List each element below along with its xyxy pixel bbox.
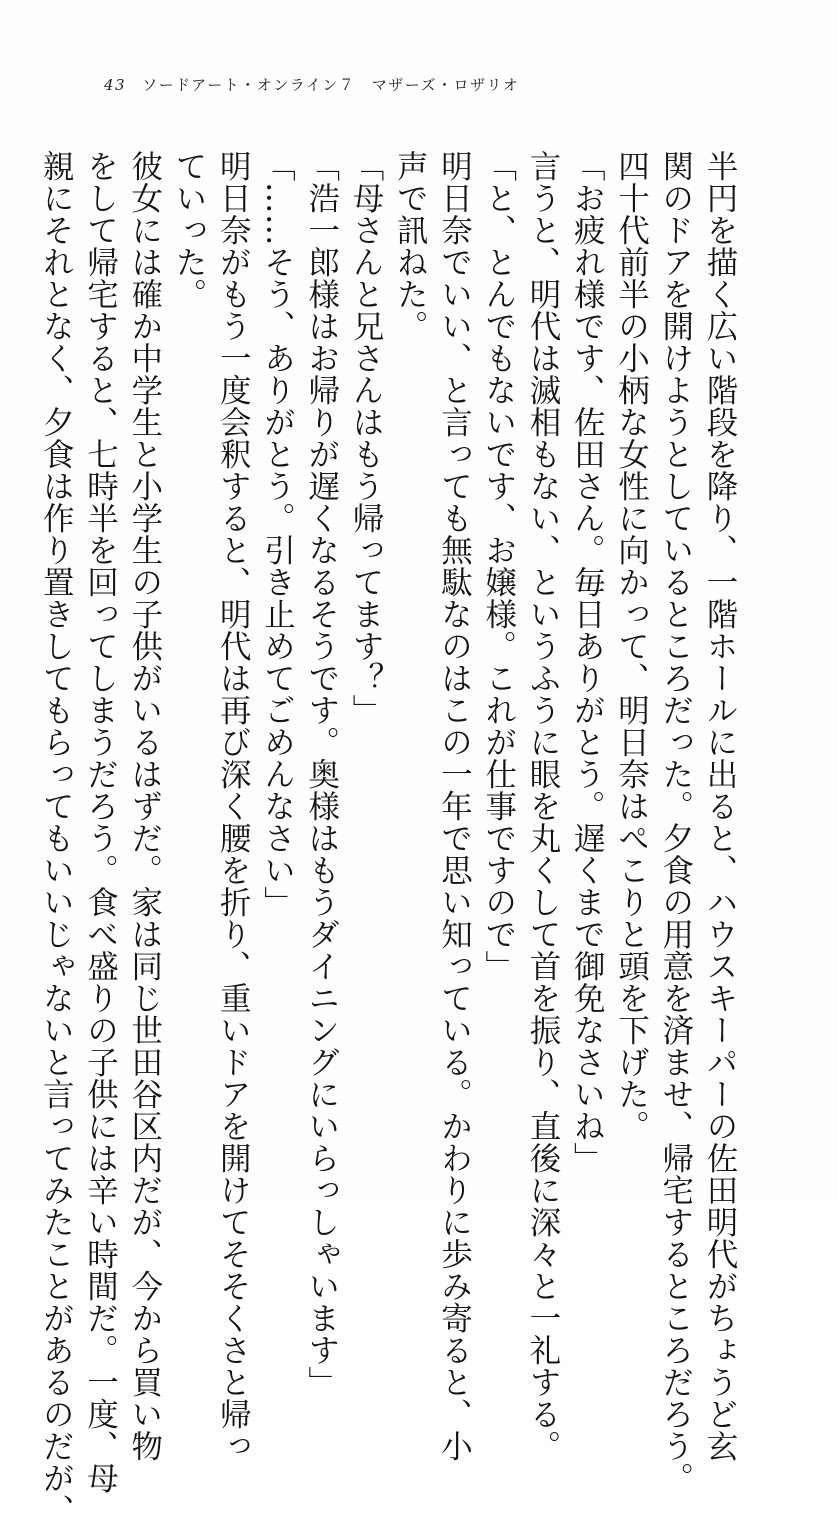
text-line: 「お疲れ様です、佐田さん。毎日ありがとう。遅くまで御免なさいね」 [569, 150, 606, 1174]
text-line: 声で訊ねた。 [392, 150, 429, 342]
text-line: 四十代前半の小柄な女性に向かって、明日奈はぺこりと頭を下げた。 [613, 150, 650, 1142]
text-line: をして帰宅すると、七時半を回ってしまうだろう。食べ盛りの子供には辛い時間だ。一度、母 [82, 150, 119, 1494]
text-line: 「と、とんでもないです、お嬢様。これが仕事ですので」 [480, 150, 517, 982]
text-line: 「……そう、ありがとう。引き止めてごめんなさい」 [259, 150, 296, 918]
running-header [104, 74, 519, 95]
text-line: ていった。 [171, 150, 207, 310]
text-line: 半円を描く広い階段を降り、一階ホールに出ると、ハウスキーパーの佐田明代がちょうど玄 [702, 150, 738, 1462]
text-line: 明日奈でいい、と言っても無駄なのはこの一年で思い知っている。かわりに歩み寄ると、小 [436, 150, 473, 1462]
running-title: ソードアート・オンライン７ マザーズ・ロザリオ [142, 76, 520, 94]
text-line: 「浩一郎様はお帰りが遅くなるそうです。奥様はもうダイニングにいらっしゃいます」 [303, 150, 340, 1398]
text-line: 「母さんと兄さんはもう帰ってます？」 [348, 150, 384, 726]
text-line: 言うと、明代は滅相もない、というふうに眼を丸くして首を振り、直後に深々と一礼する。 [525, 150, 561, 1462]
text-line: 彼女には確か中学生と小学生の子供がいるはずだ。家は同じ世田谷区内だが、今から買い物 [126, 150, 163, 1462]
vertical-body-text [38, 150, 742, 1526]
page-number: 43 [104, 76, 127, 94]
text-line: 親にそれとなく、夕食は作り置きしてもらってもいいじゃないと言ってみたことがあるのだが、 [38, 150, 75, 1526]
text-line: 明日奈がもう一度会釈すると、明代は再び深く腰を折り、重いドアを開けてそそくさと帰っ [215, 150, 252, 1462]
text-line: 関のドアを開けようとしているところだった。夕食の用意を済ませ、帰宅するところだろう。 [657, 150, 694, 1494]
